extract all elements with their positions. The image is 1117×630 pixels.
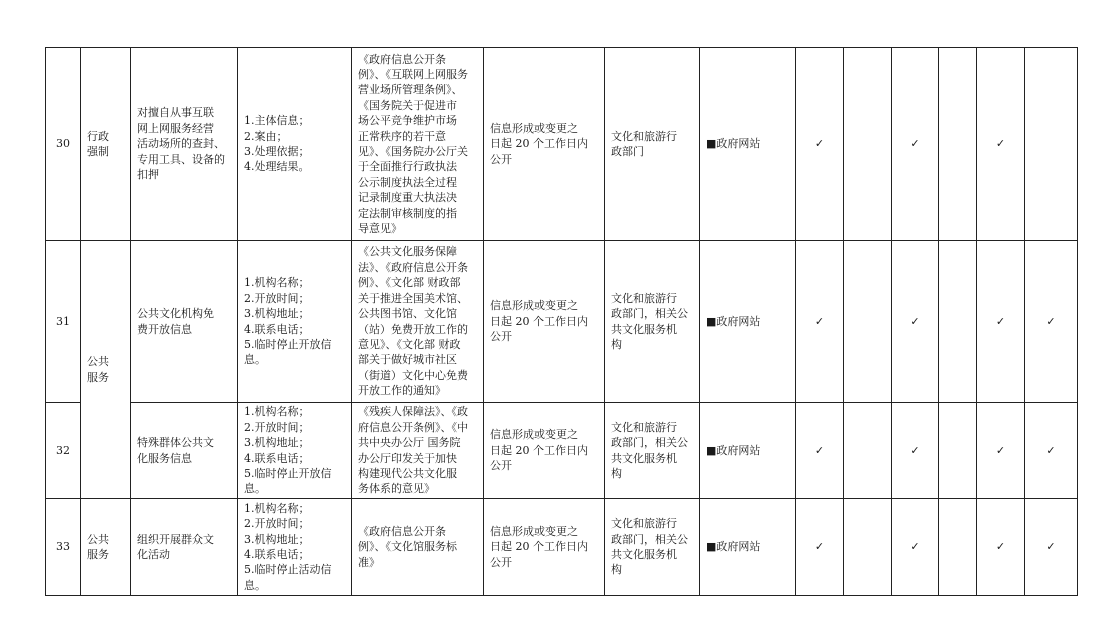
check-cell: ✓ [796, 241, 844, 403]
basis-line: 正常秩序的若干意 [358, 129, 446, 143]
check-cell: ✓ [1025, 241, 1078, 403]
content-line: 5.临时停止开放信 [244, 337, 332, 351]
subject-line: 构 [611, 563, 622, 577]
category-line: 服务 [87, 370, 109, 384]
content-line: 1.机构名称； [244, 405, 310, 419]
timeframe-line: 日起 20 个工作日内 [490, 314, 588, 328]
basis-line: 于全面推行行政执法 [358, 160, 457, 174]
timeframe-line: 日起 20 个工作日内 [490, 137, 588, 151]
basis-line: 共中央办公厅 国务院 [358, 436, 461, 450]
basis-line: 关于推进全国美术馆、 [358, 291, 468, 305]
content-line: 息。 [244, 578, 266, 592]
subject-line: 文化和旅游行 [611, 420, 677, 434]
basis-line: 公共图书馆、文化馆 [358, 307, 457, 321]
subject-line: 构 [611, 337, 622, 351]
row-number: 32 [46, 403, 81, 499]
timeframe-line: 信息形成或变更之 [490, 428, 578, 442]
content-line: 1.机构名称； [244, 501, 310, 515]
check-cell: ✓ [892, 403, 939, 499]
basis-line: 府信息公开条例》、《中 [358, 420, 468, 434]
subject-line: 构 [611, 466, 622, 480]
content-line: 3.处理依据； [244, 145, 310, 158]
basis-line: 开放工作的通知》 [358, 384, 446, 398]
subject-line: 共文化服务机 [611, 548, 677, 561]
basis-line: 例》、《文化部 财政部 [358, 276, 461, 290]
content-line: 1.主体信息； [244, 114, 310, 128]
basis-cell [352, 499, 484, 596]
category-cell-merged [81, 241, 131, 499]
content-line: 4.联系电话； [244, 548, 310, 561]
content-line: 2.开放时间； [244, 420, 310, 434]
item-cell [131, 48, 238, 241]
content-line: 4.联系电话； [244, 451, 310, 465]
timeframe-line: 信息形成或变更之 [490, 524, 578, 538]
subject-cell [605, 48, 700, 241]
timeframe-line: 公开 [490, 555, 512, 569]
channel-cell: ■政府网站 [700, 403, 796, 499]
content-line: 1.机构名称； [244, 276, 310, 290]
content-line: 3.机构地址； [244, 307, 310, 321]
check-cell: ✓ [892, 499, 939, 596]
content-line: 5.临时停止开放信 [244, 466, 332, 480]
check-cell: ✓ [892, 48, 939, 241]
category-cell [81, 48, 131, 241]
check-cell [939, 403, 977, 499]
category-cell [81, 499, 131, 596]
timeframe-line: 公开 [490, 330, 512, 344]
check-cell [939, 48, 977, 241]
check-cell [1025, 48, 1078, 241]
basis-line: 意见》、《文化部 财政 [358, 337, 461, 351]
subject-line: 文化和旅游行 [611, 291, 677, 305]
basis-line: 《国务院关于促进市 [358, 98, 457, 112]
basis-line: 《残疾人保障法》、《政 [358, 405, 468, 419]
basis-line: 营业场所管理条例》、 [358, 83, 463, 97]
check-cell: ✓ [977, 499, 1025, 596]
timeframe-cell [484, 48, 605, 241]
check-cell: ✓ [1025, 499, 1078, 596]
check-cell [844, 48, 892, 241]
basis-line: 见》、《国务院办公厅关 [358, 145, 468, 158]
content-cell [238, 48, 352, 241]
timeframe-line: 日起 20 个工作日内 [490, 443, 588, 457]
item-line: 专用工具、设备的 [137, 152, 225, 166]
item-line: 化活动 [137, 548, 170, 561]
item-line: 费开放信息 [137, 322, 192, 336]
content-line: 2.开放时间； [244, 517, 310, 531]
content-line: 3.机构地址； [244, 436, 310, 450]
basis-line: 例》、《文化馆服务标 [358, 540, 457, 554]
check-cell [844, 499, 892, 596]
check-cell: ✓ [796, 403, 844, 499]
timeframe-line: 信息形成或变更之 [490, 121, 578, 135]
basis-line: 法》、《政府信息公开条 [358, 260, 468, 274]
content-line: 4.处理结果。 [244, 160, 310, 174]
subject-line: 共文化服务机 [611, 451, 677, 465]
item-line: 对擅自从事互联 [137, 106, 214, 120]
item-cell [131, 403, 238, 499]
table-row [46, 241, 1078, 403]
subject-line: 政部门，相关公 [611, 436, 688, 450]
check-cell: ✓ [977, 48, 1025, 241]
content-cell [238, 241, 352, 403]
content-line: 4.联系电话； [244, 322, 310, 336]
channel-cell: ■政府网站 [700, 499, 796, 596]
subject-cell [605, 241, 700, 403]
category-line: 服务 [87, 548, 109, 561]
check-cell: ✓ [892, 241, 939, 403]
item-line: 化服务信息 [137, 451, 192, 465]
item-line: 活动场所的查封、 [137, 137, 225, 151]
check-cell [939, 241, 977, 403]
basis-line: 例》、《互联网上网服务 [358, 67, 468, 81]
content-cell [238, 403, 352, 499]
timeframe-line: 信息形成或变更之 [490, 299, 578, 313]
basis-line: 办公厅印发关于加快 [358, 451, 457, 465]
item-line: 扣押 [137, 168, 159, 182]
content-line: 息。 [244, 482, 266, 496]
subject-cell [605, 499, 700, 596]
category-line: 强制 [87, 145, 109, 158]
content-line: 5.临时停止活动信 [244, 563, 332, 577]
basis-line: 公示制度执法全过程 [358, 175, 457, 189]
disclosure-table [45, 47, 1078, 596]
content-line: 3.机构地址； [244, 532, 310, 546]
check-cell: ✓ [796, 48, 844, 241]
basis-line: 记录制度重大执法决 [358, 191, 457, 205]
table-row [46, 48, 1078, 241]
check-cell: ✓ [1025, 403, 1078, 499]
channel-cell: ■政府网站 [700, 241, 796, 403]
check-cell [939, 499, 977, 596]
timeframe-cell [484, 499, 605, 596]
basis-line: 场公平竞争维护市场 [358, 114, 457, 128]
subject-line: 政部门 [611, 145, 644, 158]
content-line: 2.开放时间； [244, 291, 310, 305]
content-cell [238, 499, 352, 596]
item-cell [131, 241, 238, 403]
subject-line: 共文化服务机 [611, 322, 677, 336]
row-number: 31 [46, 241, 81, 403]
content-line: 息。 [244, 353, 266, 367]
row-number: 33 [46, 499, 81, 596]
item-line: 组织开展群众文 [137, 532, 214, 546]
content-line: 2.案由； [244, 129, 288, 143]
timeframe-line: 公开 [490, 459, 512, 473]
category-line: 公共 [87, 355, 109, 369]
basis-line: 《政府信息公开条 [358, 52, 446, 66]
item-line: 网上网服务经营 [137, 121, 214, 135]
item-line: 特殊群体公共文 [137, 436, 214, 450]
basis-line: 《公共文化服务保障 [358, 245, 457, 259]
timeframe-cell [484, 403, 605, 499]
subject-line: 政部门，相关公 [611, 532, 688, 546]
basis-line: 构建现代公共文化服 [358, 466, 457, 480]
subject-line: 文化和旅游行 [611, 517, 677, 531]
basis-line: 导意见》 [358, 222, 402, 236]
item-line: 公共文化机构免 [137, 307, 214, 321]
category-line: 行政 [87, 129, 109, 143]
check-cell [844, 241, 892, 403]
timeframe-line: 日起 20 个工作日内 [490, 540, 588, 554]
basis-line: 定法制审核制度的指 [358, 206, 457, 220]
check-cell [844, 403, 892, 499]
basis-cell [352, 48, 484, 241]
item-cell [131, 499, 238, 596]
basis-line: （街道）文化中心免费 [358, 368, 468, 382]
category-line: 公共 [87, 532, 109, 546]
basis-cell [352, 403, 484, 499]
timeframe-line: 公开 [490, 152, 512, 166]
basis-line: （站）免费开放工作的 [358, 322, 468, 336]
basis-cell [352, 241, 484, 403]
subject-cell [605, 403, 700, 499]
channel-cell: ■政府网站 [700, 48, 796, 241]
check-cell: ✓ [796, 499, 844, 596]
table-row [46, 499, 1078, 596]
basis-line: 《政府信息公开条 [358, 524, 446, 538]
timeframe-cell [484, 241, 605, 403]
check-cell: ✓ [977, 403, 1025, 499]
basis-line: 务体系的意见》 [358, 482, 435, 496]
row-number: 30 [46, 48, 81, 241]
basis-line: 准》 [358, 555, 380, 569]
subject-line: 政部门，相关公 [611, 307, 688, 321]
basis-line: 部关于做好城市社区 [358, 353, 457, 367]
check-cell: ✓ [977, 241, 1025, 403]
subject-line: 文化和旅游行 [611, 129, 677, 143]
table-row [46, 403, 1078, 499]
